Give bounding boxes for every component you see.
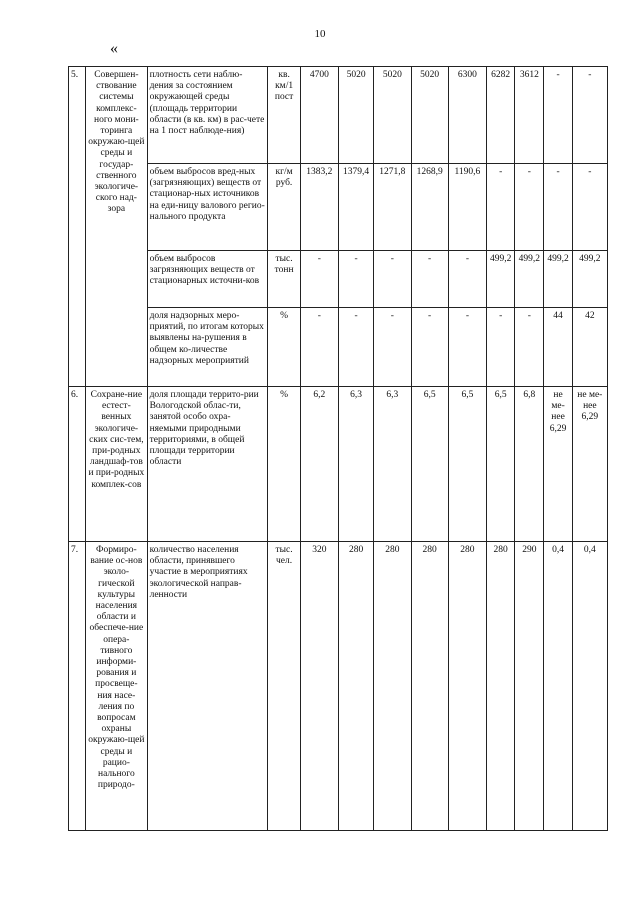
value-cell: не ме-нее 6,29 [572, 387, 607, 542]
quote-mark: « [110, 40, 118, 57]
table-row [69, 542, 608, 831]
indicator-cell: доля надзорных меро-приятий, по итогам которых выявлены на-рушения в общем ко-личестве надзорных мероприятий [147, 308, 268, 387]
value-cell: 1379,4 [338, 164, 373, 251]
value-cell: 1268,9 [411, 164, 448, 251]
value-cell: 280 [487, 542, 515, 831]
row-number: 7. [69, 542, 86, 831]
value-cell: 280 [448, 542, 486, 831]
table-row [69, 67, 608, 164]
value-cell: 280 [338, 542, 373, 831]
page-number: 10 [314, 28, 326, 40]
value-cell: 5020 [338, 67, 373, 164]
indicators-table [68, 66, 608, 831]
value-cell: 6,5 [411, 387, 448, 542]
unit-cell: кв. км/1 пост [268, 67, 300, 164]
goal-cell: Совершен-ствование системы комплекс-ного мони-торинга окружаю-щей среды и государ-ственного экологиче-ского над-зора [86, 67, 147, 387]
value-cell: 1190,6 [448, 164, 486, 251]
value-cell: - [338, 308, 373, 387]
table-row [69, 387, 608, 542]
indicator-cell: доля площади террито-рии Вологодской облас-ти, занятой особо охра-няемыми природными территориями, в общей площади территории области [147, 387, 268, 542]
row-number: 5. [69, 67, 86, 387]
value-cell: - [572, 164, 607, 251]
value-cell: 1383,2 [300, 164, 338, 251]
value-cell: 499,2 [572, 251, 607, 308]
value-cell: 44 [544, 308, 572, 387]
value-cell: 6,5 [448, 387, 486, 542]
indicator-cell: плотность сети наблю-дения за состоянием окружающей среды (площадь территории области (в кв. км) в рас-чете на 1 пост наблюде-ния) [147, 67, 268, 164]
goal-cell: Сохране-ние естест-венных экологиче-ских сис-тем, при-родных ландшаф-тов и при-родных комплек-сов [86, 387, 147, 542]
row-number: 6. [69, 387, 86, 542]
value-cell: - [544, 67, 572, 164]
table-row [69, 308, 608, 387]
unit-cell: % [268, 308, 300, 387]
value-cell: - [515, 308, 544, 387]
value-cell: - [374, 251, 411, 308]
value-cell: - [300, 308, 338, 387]
value-cell: - [448, 251, 486, 308]
value-cell: 6,3 [338, 387, 373, 542]
value-cell: - [544, 164, 572, 251]
value-cell: - [448, 308, 486, 387]
value-cell: 42 [572, 308, 607, 387]
value-cell: - [338, 251, 373, 308]
value-cell: 280 [374, 542, 411, 831]
value-cell: 6282 [487, 67, 515, 164]
value-cell: 499,2 [515, 251, 544, 308]
unit-cell: тыс. тонн [268, 251, 300, 308]
indicator-cell: объем выбросов вред-ных (загрязняющих) веществ от стационар-ных источников на еди-ницу валового регио-нального продукта [147, 164, 268, 251]
value-cell: - [374, 308, 411, 387]
value-cell: 280 [411, 542, 448, 831]
value-cell: 3612 [515, 67, 544, 164]
value-cell: - [515, 164, 544, 251]
indicator-cell: объем выбросов загрязняющих веществ от стационарных источни-ков [147, 251, 268, 308]
value-cell: 320 [300, 542, 338, 831]
table-row [69, 164, 608, 251]
unit-cell: кг/м руб. [268, 164, 300, 251]
value-cell: 499,2 [544, 251, 572, 308]
value-cell: 499,2 [487, 251, 515, 308]
goal-cell: Формиро-вание ос-нов эколо-гической культуры населения области и обеспече-ние опера-тивного информи-рования и просвеще-ния насе-ления по вопросам охраны окружаю-щей среды и рацио-нального природо- [86, 542, 147, 831]
indicator-cell: количество населения области, принявшего участие в мероприятиях экологической направ-ленности [147, 542, 268, 831]
table-row [69, 251, 608, 308]
value-cell: - [411, 251, 448, 308]
value-cell: 6300 [448, 67, 486, 164]
value-cell: 5020 [374, 67, 411, 164]
value-cell: 0,4 [572, 542, 607, 831]
value-cell: 6,3 [374, 387, 411, 542]
unit-cell: % [268, 387, 300, 542]
value-cell: 4700 [300, 67, 338, 164]
value-cell: - [411, 308, 448, 387]
value-cell: - [487, 164, 515, 251]
value-cell: 6,2 [300, 387, 338, 542]
value-cell: не ме-нее 6,29 [544, 387, 572, 542]
value-cell: 6,8 [515, 387, 544, 542]
value-cell: 5020 [411, 67, 448, 164]
value-cell: 0,4 [544, 542, 572, 831]
value-cell: - [300, 251, 338, 308]
unit-cell: тыс. чел. [268, 542, 300, 831]
value-cell: - [487, 308, 515, 387]
value-cell: 6,5 [487, 387, 515, 542]
value-cell: 1271,8 [374, 164, 411, 251]
value-cell: 290 [515, 542, 544, 831]
value-cell: - [572, 67, 607, 164]
